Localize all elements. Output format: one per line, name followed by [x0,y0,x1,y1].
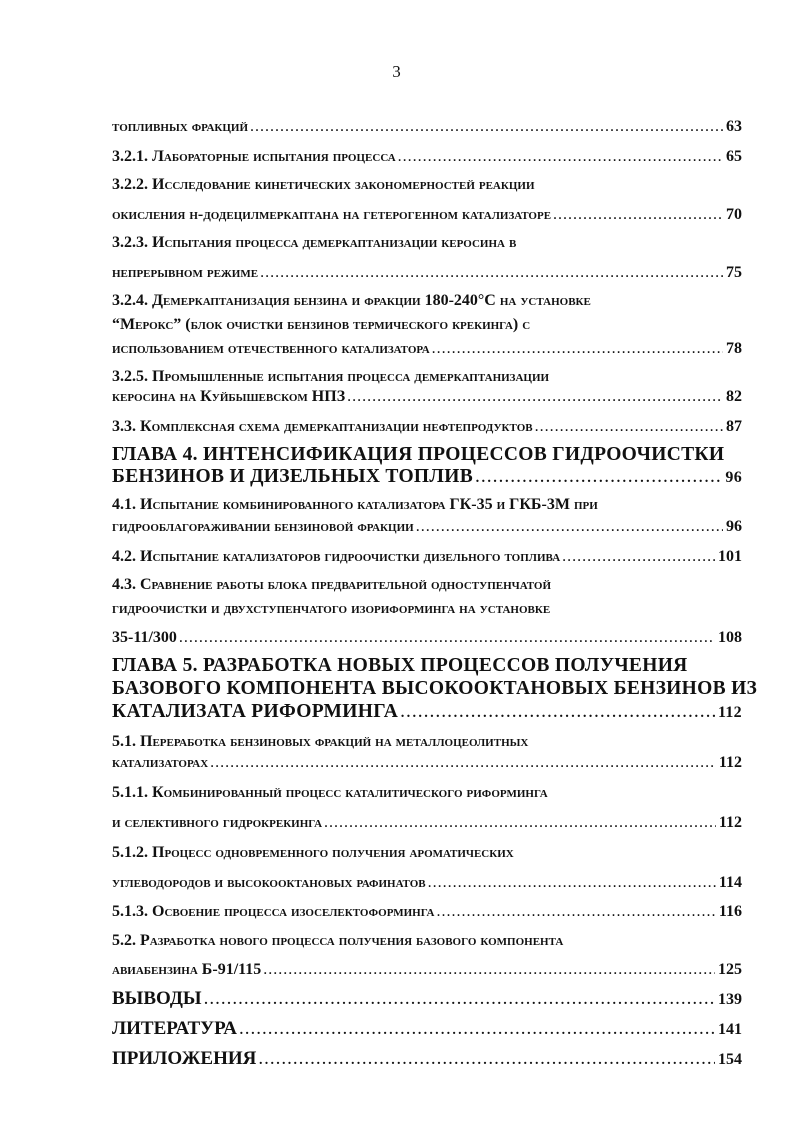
toc-entry[interactable] [112,814,742,832]
toc-entry-title: ВЫВОДЫ [112,988,202,1009]
dot-leader [400,701,715,723]
toc-entry-page: 65 [726,148,742,165]
toc-entry[interactable] [112,418,742,436]
toc-entry-line: 3.2.2. Исследование кинетических закономерностей реакции [112,176,535,193]
toc-entry-title: 5.1.3. Освоение процесса изоселектоформинга [112,903,435,920]
chapter-heading-line: ГЛАВА 4. ИНТЕНСИФИКАЦИЯ ПРОЦЕССОВ ГИДРООЧИСТКИ [112,444,725,465]
dot-leader [210,754,716,772]
dot-leader [250,118,723,136]
toc-entry-title: КАТАЛИЗАТА РИФОРМИНГА [112,701,399,722]
toc-entry[interactable] [112,118,742,136]
toc-entry-page: 101 [718,548,742,565]
toc-entry-page: 96 [725,469,742,486]
dot-leader [260,264,723,282]
toc-entry-page: 125 [718,961,742,978]
toc-chapter[interactable] [112,701,742,723]
dot-leader [436,903,715,921]
dot-leader [347,388,723,406]
dot-leader [475,466,722,488]
toc-entry[interactable] [112,388,742,406]
dot-leader [432,340,723,358]
toc-entry-page: 87 [726,418,742,435]
toc-entry-title: и селективного гидрокрекинга [112,814,323,831]
toc-entry[interactable] [112,629,742,647]
toc-entry[interactable] [112,206,742,224]
toc-entry[interactable] [112,548,742,566]
toc-entry-title: катализаторах [112,754,209,771]
toc-entry-title: гидрооблагораживании бензиновой фракции [112,518,414,535]
toc-entry[interactable] [112,340,742,358]
dot-leader [258,1048,715,1070]
toc-entry[interactable] [112,518,742,536]
toc-entry-line: 5.2. Разработка нового процесса получения базового компонента [112,932,564,949]
toc-entry-line: 3.2.4. Демеркаптанизация бензина и фракции 180-240°С на установке [112,292,591,309]
toc-entry-page: 75 [726,264,742,281]
toc-entry-title: ПРИЛОЖЕНИЯ [112,1048,257,1069]
toc-entry-line: 5.1. Переработка бензиновых фракций на металлоцеолитных [112,733,529,750]
toc-entry-page: 154 [718,1051,742,1068]
toc-entry-title: авиабензина Б-91/115 [112,961,262,978]
toc-entry-title: керосина на Куйбышевском НПЗ [112,388,346,405]
toc-entry-line: 3.2.5. Промышленные испытания процесса демеркаптанизации [112,368,550,385]
toc-entry-page: 96 [726,518,742,535]
dot-leader [398,148,723,166]
toc-entry-title: использованием отечественного катализатора [112,340,430,357]
toc-entry-line: 4.3. Сравнение работы блока предварительной одноступенчатой [112,576,551,593]
toc-entry-page: 112 [717,704,742,721]
page-number: 3 [392,62,401,81]
toc-entry-appendices[interactable] [112,1048,742,1070]
toc-entry[interactable] [112,874,742,892]
toc-entry[interactable] [112,148,742,166]
toc-entry-title: непрерывном режиме [112,264,259,281]
toc-entry-title: окисления н-додецилмеркаптана на гетерогенном катализаторе [112,206,552,223]
toc-entry-title: 3.3. Комплексная схема демеркаптанизации нефтепродуктов [112,418,533,435]
toc-chapter[interactable] [112,466,742,488]
toc-entry-page: 141 [718,1021,742,1038]
toc-entry-line: 5.1.2. Процесс одновременного получения ароматических [112,844,514,861]
dot-leader [535,418,723,436]
dot-leader [562,548,715,566]
dot-leader [204,988,715,1010]
dot-leader [324,814,716,832]
toc-entry-page: 63 [726,118,742,135]
toc-entry-page: 108 [718,629,742,646]
toc-entry-page: 82 [726,388,742,405]
dot-leader [416,518,723,536]
toc-entry[interactable] [112,903,742,921]
toc-entry-line: 5.1.1. Комбинированный процесс каталитического риформинга [112,784,548,801]
dot-leader [428,874,716,892]
toc-entry-page: 116 [718,903,742,920]
toc-entry-title: БЕНЗИНОВ И ДИЗЕЛЬНЫХ ТОПЛИВ [112,466,473,487]
toc-entry-page: 114 [718,874,742,891]
toc-entry-line: 3.2.3. Испытания процесса демеркаптанизации керосина в [112,234,517,251]
toc-entry-conclusions[interactable] [112,988,742,1010]
toc-entry-line: гидроочистки и двухступенчатого изориформинга на установке [112,600,551,617]
dot-leader [239,1018,715,1040]
chapter-heading-line: БАЗОВОГО КОМПОНЕНТА ВЫСОКООКТАНОВЫХ БЕНЗИНОВ ИЗ [112,678,758,699]
toc-entry[interactable] [112,754,742,772]
toc-entry-literature[interactable] [112,1018,742,1040]
toc-entry-page: 70 [726,206,742,223]
toc-entry-page: 112 [718,754,742,771]
toc-entry-line: 4.1. Испытание комбинированного катализатора ГК-35 и ГКБ-3М при [112,496,598,513]
toc-entry-title: 3.2.1. Лабораторные испытания процесса [112,148,396,165]
toc-entry-page: 112 [718,814,742,831]
toc-entry[interactable] [112,264,742,282]
toc-entry[interactable] [112,961,742,979]
toc-entry-line: “Мерокс” (блок очистки бензинов термического крекинга) с [112,316,531,333]
toc-entry-title: 35-11/300 [112,629,177,646]
toc-entry-title: ЛИТЕРАТУРА [112,1018,238,1039]
toc-entry-title: углеводородов и высокооктановых рафинатов [112,874,426,891]
toc-entry-page: 78 [726,340,742,357]
chapter-heading-line: ГЛАВА 5. РАЗРАБОТКА НОВЫХ ПРОЦЕССОВ ПОЛУЧЕНИЯ [112,655,688,676]
dot-leader [179,629,715,647]
dot-leader [263,961,715,979]
toc-entry-title: топливных фракций [112,118,249,135]
toc-entry-title: 4.2. Испытание катализаторов гидроочистки дизельного топлива [112,548,561,565]
dot-leader [553,206,723,224]
toc-entry-page: 139 [718,991,742,1008]
